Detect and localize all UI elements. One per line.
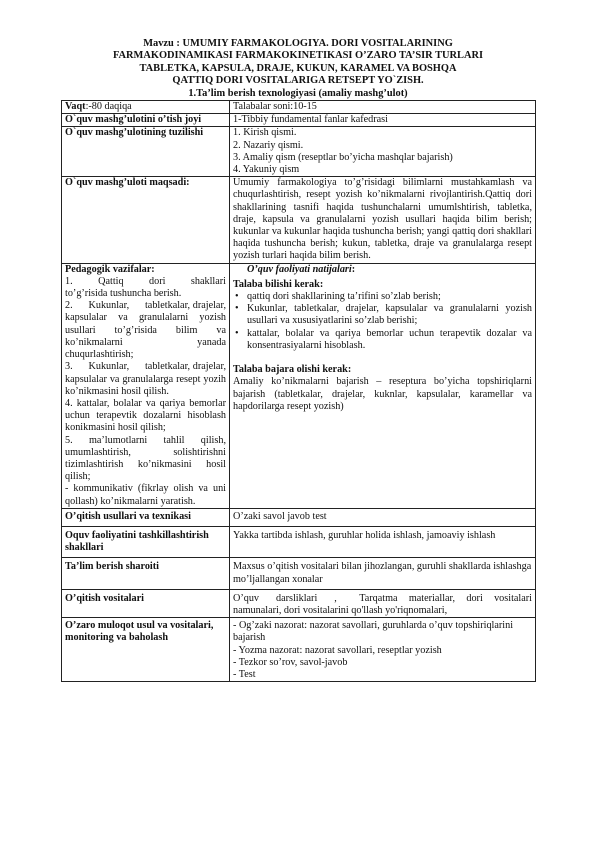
knows-label: Talaba bilishi kerak:	[233, 278, 324, 290]
list-item: • qattiq dori shakllarining ta’rifini so’zlab berish;	[233, 291, 532, 303]
students-cell: Talabalar soni:10-15	[230, 101, 536, 114]
results-label: O’quv faoliyati natijalari	[247, 263, 352, 275]
heading-line-5: 1.Ta’lim berish texnologiyasi (amaliy mashg’ulot)	[188, 87, 408, 99]
lesson-plan-table	[61, 100, 536, 682]
does-text: Amaliy ko’nikmalarni bajarish – reseptura bo’yicha topshiriqlarni bajarish (tabletkalar, drajelar, kuknlar, kapsulalar, karamellar va hapdorilarga resept yozish)	[233, 376, 532, 412]
results-cell	[230, 263, 536, 508]
tasks-label: Pedagogik vazifalar:	[65, 263, 155, 275]
feedback-item: - Og’zaki nazorat: nazorat savollari, guruhlarda o’quv topshiriqlarini bajarish	[233, 620, 514, 644]
document-heading	[61, 38, 535, 100]
goal-text: Umumiy farmakologiya to’g’risidagi bilimlarni mustahkamlash va chuqurlashtirish, resept yozish ko’nikmalarni rivojlantirish.Qattiq dori shakllarining tasnifi haqida tushunchalarni umumlshtirish, tabletka, draje, kapsula va granulalarni yozish usullari haqida bilim berish; kukunlar va kukunlar haqida tushuncha berish; yangi qattiq dori shakllari haqida tushuncha berish; kukun, tabletka, draje va granulalarga resept yozish turlari haqida bilim berish.	[230, 177, 536, 263]
results-heading	[233, 264, 532, 276]
structure-item: 1. Kirish qismi.	[233, 127, 297, 139]
task-item: - kommunikativ (fikrlay olish va uni qollash) ko’nikmalarni yaratish.	[65, 483, 226, 507]
structure-label: O`quv mashg’ulotining tuzilishi	[62, 127, 230, 177]
forms-value: Yakka tartibda ishlash, guruhlar holida ishlash, jamoaviy ishlash	[230, 526, 536, 557]
structure-item: 2. Nazariy qismi.	[233, 139, 304, 151]
tasks-cell	[62, 263, 230, 508]
structure-item: 3. Amaliy qism (reseptlar bo’yicha mashqlar bajarish)	[233, 151, 453, 163]
conditions-label: Ta’lim berish sharoiti	[62, 558, 230, 589]
heading-line-1: Mavzu : UMUMIY FARMAKOLOGIYA. DORI VOSITALARINING	[143, 38, 453, 49]
task-item: 3. Kukunlar, tabletkalar, drajelar, kapsulalar va granulalarga resept yozih ko’nikmasini hosil qilish.	[65, 361, 229, 397]
list-item: • Kukunlar, tabletkalar, drajelar, kapsulalar va granulalarni yozish usullari va xususiyatlarini so’zlab berishi;	[233, 303, 532, 327]
feedback-item: - Test	[233, 668, 256, 680]
tools-label: O’qitish vositalari	[62, 589, 230, 617]
feedback-cell	[230, 618, 536, 682]
feedback-item: - Yozma nazorat: nazorat savollari, reseptlar yozish	[233, 644, 442, 656]
task-item: 4. kattalar, bolalar va qariya bemorlar uchun terapevtik dozalarni hisoblash konikmasini hosil qilish;	[65, 397, 226, 434]
time-cell	[62, 101, 230, 114]
table-row	[62, 263, 536, 508]
knows-list	[233, 291, 532, 352]
conditions-value: Maxsus o’qitish vositalari bilan jihozlangan, guruhli shakllarda ishlashga mo’ljallangan xonalar	[230, 558, 536, 589]
table-row	[62, 114, 536, 127]
task-item: 1. Qattiq dori shakllari to’g’risida tushuncha berish.	[65, 275, 229, 300]
goal-label: O`quv mashg’uloti maqsadi:	[62, 177, 230, 263]
table-row	[62, 558, 536, 589]
heading-line-3: TABLETKA, KAPSULA, DRAJE, KUKUN, KARAMEL VA BOSHQA	[139, 62, 457, 74]
place-value: 1-Tibbiy fundamental fanlar kafedrasi	[230, 114, 536, 127]
results-colon: :	[351, 263, 356, 275]
table-row	[62, 101, 536, 114]
feedback-item: - Tezkor so’rov, savol-javob	[233, 656, 348, 668]
time-value: :-80 daqiqa	[85, 101, 132, 113]
forms-label: Oquv faoliyatini tashkillashtirish shakllari	[62, 526, 230, 557]
methods-label: O’qitish usullari va texnikasi	[62, 508, 230, 526]
methods-value: O’zaki savol javob test	[230, 508, 536, 526]
structure-item: 4. Yakuniy qism	[233, 164, 300, 176]
table-row	[62, 127, 536, 177]
table-row	[62, 589, 536, 617]
place-label: O`quv mashg’ulotini o’tish joyi	[62, 114, 230, 127]
table-row	[62, 526, 536, 557]
list-item: • kattalar, bolalar va qariya bemorlar uchun terapevtik dozalar va konsentrasiyalarni hisoblash.	[233, 328, 532, 352]
tools-value: O’quv darsliklari , Tarqatma materiallar, dori vositalari namunalari, dori vositalarini qo'llash yo'riqnomalari,	[230, 589, 536, 617]
table-row	[62, 177, 536, 263]
feedback-label: O’zaro muloqot usul va vositalari, monitoring va baholash	[62, 618, 230, 682]
table-row	[62, 618, 536, 682]
task-item: 5. ma’lumotlarni tahlil qilish, umumlashtirish, solishtirishni tizimlashtirish ko’nikmasini hosil qilish;	[65, 434, 226, 483]
table-row	[62, 508, 536, 526]
does-label: Talaba bajara olishi kerak:	[233, 364, 352, 376]
heading-line-4: QATTIQ DORI VOSITALARIGA RETSEPT YO`ZISH.	[172, 75, 424, 87]
time-label: Vaqt	[65, 101, 86, 113]
structure-cell	[230, 127, 536, 177]
task-item: 2. Kukunlar, tabletkalar, drajelar, kapsulalar va granulalarni yozish usullari to’g’risida bilim va ko’nikmalarni yanada chuqurlashtirish;	[65, 300, 229, 361]
heading-line-2: FARMAKODINAMIKASI FARMAKOKINETIKASI O’ZARO TA’SIR TURLARI	[112, 50, 484, 62]
